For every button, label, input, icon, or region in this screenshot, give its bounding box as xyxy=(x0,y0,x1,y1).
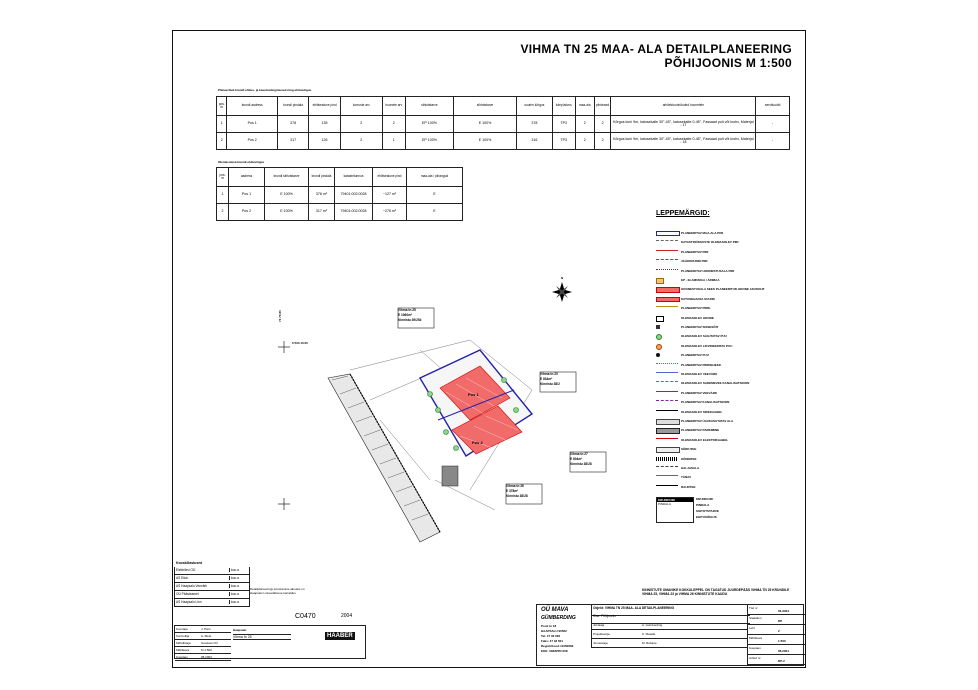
title-field-label: Projekteerija xyxy=(593,632,610,636)
legend-label: PLANEERITAV HOONESTUSALA PIIR xyxy=(681,268,735,273)
survey-row xyxy=(175,647,231,654)
table-row xyxy=(217,116,790,133)
legend-symbol-icon xyxy=(656,325,660,329)
table1-cell-13: - xyxy=(756,116,790,133)
table-row xyxy=(217,204,463,221)
table1-cell-10: 2 xyxy=(575,116,594,133)
title-right-row xyxy=(747,655,805,665)
legend-symbol-icon xyxy=(656,485,678,490)
lot-label xyxy=(570,452,606,467)
legend-label: OLEMASOLEV SADEMEVEE KANALISATSIOON xyxy=(681,381,750,386)
table2-cell-6: E xyxy=(407,204,463,221)
legend-label: PLANEERITAV PIIRE xyxy=(681,306,711,311)
approval-row xyxy=(174,591,250,599)
legend-lot-example xyxy=(656,497,694,523)
survey-row xyxy=(175,633,231,640)
table1-cell-2: 378 xyxy=(277,116,308,133)
address-line: Registrikood 11060669 xyxy=(541,644,574,648)
table1-cell-0: 1 xyxy=(217,116,227,133)
title-right-row xyxy=(747,605,805,615)
lot-label-k: Kinnistu 39/254 xyxy=(398,318,422,322)
table2-cell-2: E 100% xyxy=(265,204,309,221)
legend-label: TÄNAV xyxy=(681,475,692,480)
survey-row-label: Mõõtkava xyxy=(176,648,190,652)
title-right-value: 1:500 xyxy=(778,639,786,643)
content-row: Sisu: Põhijoonis xyxy=(591,613,750,624)
legend-symbol-icon xyxy=(656,428,680,434)
legend-symbol-icon xyxy=(656,363,678,368)
company-address xyxy=(541,624,587,654)
table2-header-6: maa-ala / piirangud xyxy=(407,168,463,187)
lot-label-s: E 1060m² xyxy=(398,313,412,317)
access-note xyxy=(642,588,802,596)
legend-label: HALJASALA xyxy=(681,466,700,470)
lot-example-number: KRUNDI NR xyxy=(657,498,693,502)
content-label: Sisu xyxy=(593,614,600,618)
title-right-label: Töö nr xyxy=(749,606,758,610)
approvals-note: Detailplaneeringu koostamise aluseks on Haapsalu Linnavalitsuse korraldus xyxy=(250,587,305,595)
title-field-row xyxy=(591,621,747,630)
table2-cell-4: 79401:002:0028 xyxy=(335,187,373,204)
table1-cell-12: Kõrgus kuni 9m, katusekalle 30°-45°, katusekatte 0-45°, Fassaad puit või krohv, Materjal - 18 xyxy=(611,133,756,150)
table1-cell-9: TP3 xyxy=(552,133,575,150)
survey-row-label: Kuupäev xyxy=(176,655,188,659)
title-right-value: 2 xyxy=(778,629,780,633)
lot-example-label-area: PINDALA xyxy=(696,503,710,507)
title-field-label: Juhataja xyxy=(593,623,605,627)
table2-header-4: katastritunnus xyxy=(335,168,373,187)
legend-label: OLEMASOLEV SÄILITATAV PUU xyxy=(681,334,727,339)
lot-example-label-number: KRUNDI NR xyxy=(696,497,713,501)
survey-row-label: Koostaja xyxy=(176,627,188,631)
title-field-value: M. Rebane xyxy=(642,641,657,645)
table1-header-2: krundi pindala xyxy=(277,97,308,116)
legend-label: PLANEERITAV PARKIMINE xyxy=(681,428,720,433)
approval-party: Elektrilevi OÜ xyxy=(176,568,196,572)
legend-label: PLANEERITAV KANALISATSIOON xyxy=(681,400,730,405)
survey-row-value: M 1:500 xyxy=(201,648,212,652)
planning-area xyxy=(420,350,532,486)
table1-cell-0: 2 xyxy=(217,133,227,150)
object-value: VIHMA TN 25 MAA- ALA DETAILPLANEERING xyxy=(604,606,675,610)
legend-label: OLEMASOLEV VEEVÄRK xyxy=(681,372,718,376)
survey-row-label: Mõõdistaja xyxy=(176,641,191,645)
legend-label: PLANEERITAV PIIR xyxy=(681,249,709,254)
table2-header-0: pos. nr xyxy=(217,168,229,187)
legend-label: PLANEERITAV MAA-ALA PIIR xyxy=(681,231,724,235)
table1-caption: Planeeritud krundi ehitus- ja kasutustingimused ning ehitusõigus xyxy=(218,88,312,92)
building-rights-table xyxy=(216,96,790,150)
legend-symbol-icon xyxy=(656,381,678,386)
table1-header-1: krundi aadress xyxy=(227,97,277,116)
legend-symbol-icon xyxy=(656,438,678,443)
legend-symbol-icon xyxy=(656,250,678,255)
table1-cell-7: E 100% xyxy=(454,133,517,150)
title-field-row xyxy=(591,630,747,639)
approval-date: kuu.a xyxy=(231,584,239,588)
table2-header-1: aadress xyxy=(229,168,265,187)
survey-row xyxy=(175,640,231,647)
table1-header-10: maa-ala xyxy=(575,97,594,116)
company-name2: GÜMBERDING xyxy=(541,615,576,621)
table2-cell-3: 317 m² xyxy=(309,204,335,221)
site-plan-map xyxy=(270,270,610,560)
title-right-value: DP-2 xyxy=(778,659,785,663)
title-field-row xyxy=(591,639,747,648)
address-line: Tel. 47 33 600 xyxy=(541,634,561,638)
approval-date: kuu.a xyxy=(231,592,239,596)
lot-label-name: Vihma tn 27 xyxy=(570,452,588,456)
table1-cell-11: 2 xyxy=(594,133,611,150)
table1-cell-2: 317 xyxy=(277,133,308,150)
pos2-label: Pos 2 xyxy=(472,440,483,445)
legend-symbol-icon xyxy=(656,231,680,236)
legend-label: EP - ELAMUMAA / ÄRIMAA xyxy=(681,278,720,282)
table2-header-3: krundi pindala xyxy=(309,168,335,187)
approval-date: kuu.a xyxy=(231,576,239,580)
survey-row-value: J. Pärn xyxy=(201,627,211,631)
approval-date: kuu.a xyxy=(231,568,239,572)
title-right-row xyxy=(747,645,805,655)
legend-label: OLEMASOLEV ELEKTRIKAABEL xyxy=(681,437,729,442)
legend-symbol-icon xyxy=(656,410,678,415)
lot-example-area: PINDALA xyxy=(658,502,671,506)
title-block xyxy=(536,604,804,666)
approval-party: AS Haapsalu Linn xyxy=(176,600,202,604)
table-row xyxy=(217,133,790,150)
title-field-value: K. Maasik xyxy=(642,632,656,636)
approval-row xyxy=(174,583,250,591)
table2-cell-2: E 100% xyxy=(265,187,309,204)
legend-label: OLEMASOLEV HOONE xyxy=(681,315,714,320)
table2-cell-6: E xyxy=(407,187,463,204)
legend-symbol-icon xyxy=(656,419,680,425)
title-right-label: Mõõtkava xyxy=(749,636,763,640)
address-line: Faks: 47 33 601 xyxy=(541,639,564,643)
coordinate-cross xyxy=(278,341,290,510)
access-note-sub: VIHMA 25, VIHMA 23 ja VIHMA 26 KINNISTUTE KAUDU xyxy=(642,592,728,596)
table1-header-8: suurim kõrgus xyxy=(517,97,553,116)
address-line: Posti tn 18 xyxy=(541,624,557,628)
table1-cell-6: EP 100% xyxy=(405,116,453,133)
survey-row-label: Kontrollija xyxy=(176,634,190,638)
legend-label: HOONESTUSALA SEES PLANEERITUD HOONE ASUKOHT xyxy=(681,287,765,292)
legend-label: PLANEERITAV PIIRDEHEKK xyxy=(681,362,722,367)
lot-label-s: E 378m² xyxy=(506,489,519,493)
approval-row xyxy=(174,567,250,575)
table2-cell-5: ~276 m² xyxy=(373,204,407,221)
table1-cell-4: 2 xyxy=(340,133,382,150)
table2-header-2: krundi sihtotstarve xyxy=(265,168,309,187)
survey-row-value: 08.2004 xyxy=(201,655,212,659)
survey-year: 2004 xyxy=(341,613,353,619)
table1-cell-10: 2 xyxy=(575,133,594,150)
railway-band xyxy=(328,374,440,542)
company-name: OÜ MAVA xyxy=(541,607,569,613)
legend-symbol-icon xyxy=(656,475,678,480)
title-block-fields xyxy=(591,621,747,648)
table1-cell-13: - xyxy=(756,133,790,150)
legend-symbol-icon xyxy=(656,457,678,461)
table1-header-3: ehitisealune pind xyxy=(309,97,340,116)
legend-label: JÄÄKKRUNDI PIIR xyxy=(681,259,708,264)
table1-cell-1: Pos 2 xyxy=(227,133,277,150)
legend-label: OLEMASOLEV SIDEKAABEL xyxy=(681,409,723,414)
table1-cell-6: EP 100% xyxy=(405,133,453,150)
lot-label-k: Kinnistu 38/28 xyxy=(570,462,592,466)
table2-cell-0: 2 xyxy=(217,204,229,221)
north-label: N xyxy=(561,276,564,280)
legend-symbol-icon xyxy=(656,400,678,405)
title-right-value: DP xyxy=(778,619,783,623)
legend-label: PLANEERITAV VEEVÄRK xyxy=(681,390,718,395)
title-right-value: 08.2004 xyxy=(778,649,789,653)
plan-title-line1: VIHMA TN 25 MAA- ALA DETAILPLANEERING xyxy=(520,42,792,56)
lot-label xyxy=(540,372,576,387)
legend-symbol-icon xyxy=(656,278,664,284)
table1-header-13: servituudid xyxy=(756,97,790,116)
access-note-main: KINNISTUTE OMANIKE KOKKULEPPEL ON TAGATUD JUURDEPÄÄS VIHMA TN 25 KRUNDILE xyxy=(642,588,790,592)
lot-label xyxy=(398,308,434,323)
lot-label xyxy=(506,484,542,499)
legend-symbol-icon xyxy=(656,297,680,302)
survey-row-value: A. Mets xyxy=(201,634,212,638)
survey-sheet: Haapsalu xyxy=(233,628,247,632)
table-row xyxy=(217,187,463,204)
title-field-label: Joonestaja xyxy=(593,641,608,645)
approvals-title: Kooskõlastused xyxy=(176,561,203,565)
legend-label: OLEMASOLEV LIKVIDEERITAV PUU xyxy=(681,343,733,348)
approval-party: AS Haapsalu Veevärk xyxy=(176,584,208,588)
table1-header-row xyxy=(217,97,790,116)
table1-header-5: hoonete arv xyxy=(382,97,405,116)
table1-header-11: piirdeaed xyxy=(594,97,611,116)
lot-label-s: E 834m² xyxy=(540,377,553,381)
lot-label-k: Kinnistu 38/28 xyxy=(506,494,528,498)
table2-cell-0: 1 xyxy=(217,187,229,204)
plan-title-line2: PÕHIJOONIS M 1:500 xyxy=(664,56,792,70)
title-right-row xyxy=(747,625,805,635)
legend-symbol-icon xyxy=(656,391,678,396)
approvals-table xyxy=(174,567,250,607)
table1-header-12: arhitektuurinõuded hoonetele xyxy=(611,97,756,116)
survey-row xyxy=(175,626,231,633)
legend-symbol-icon xyxy=(656,316,664,322)
legend-symbol-icon xyxy=(656,287,680,293)
lot-example-label-rights: EHITUSÕIGUS xyxy=(696,515,717,519)
legend-label: PLANEERITAV PUU xyxy=(681,353,709,358)
table2-header-5: ehitisealune pind xyxy=(373,168,407,187)
title-right-label: Leht xyxy=(749,626,755,630)
legend-symbol-icon xyxy=(656,372,678,377)
survey-row-value: Geodeet OÜ xyxy=(201,641,218,645)
legend-label: SÕIDUTEE xyxy=(681,447,697,452)
table1-cell-8: 378 xyxy=(517,116,553,133)
lot-label-name: Vihma tn 25 xyxy=(398,308,416,312)
survey-row xyxy=(175,654,231,661)
title-right-row xyxy=(747,635,805,645)
table1-cell-7: E 100% xyxy=(454,116,517,133)
address-line: EKK: 093/MTR-008 xyxy=(541,649,568,653)
approval-row xyxy=(174,575,250,583)
table1-header-0: pos. nr xyxy=(217,97,227,116)
table1-header-9: tulepüsivus xyxy=(552,97,575,116)
table1-header-4: korruste arv xyxy=(340,97,382,116)
north-arrow-icon xyxy=(552,282,572,302)
table2-cell-1: Pos 1 xyxy=(229,187,265,204)
approval-row xyxy=(174,599,250,607)
table2-cell-1: Pos 2 xyxy=(229,204,265,221)
legend-symbol-icon xyxy=(656,447,680,453)
address-line: HAAPSALU 90502 xyxy=(541,629,567,633)
legend-symbol-icon xyxy=(656,466,678,471)
table1-cell-5: 1 xyxy=(382,133,405,150)
legend-label: PLANEERITAV SISSESÕIT xyxy=(681,325,719,329)
legend-label: KATASTRIÜKSUSTE OLEMASOLEV PIIR xyxy=(681,240,739,245)
survey-number: C0470 xyxy=(295,613,316,620)
table1-cell-11: 2 xyxy=(594,116,611,133)
legend-label: PLANEERITAV ÜLDKASUTATAV ALA xyxy=(681,419,734,423)
legend-symbol-icon xyxy=(656,344,662,350)
lot-label-s: E 804m² xyxy=(570,457,583,461)
pos1-label: Pos 1 xyxy=(468,392,479,397)
object-row: Objekt: VIHMA TN 25 MAA- ALA DETAILPLANEERING xyxy=(591,605,750,616)
lot-example-label-purpose: SIHTOTSTARVE xyxy=(696,509,719,513)
survey-box xyxy=(174,613,366,659)
legend-symbol-icon xyxy=(656,269,678,274)
title-right-label: Kuupäev xyxy=(749,646,761,650)
coordinate-y-label: 73 79 80 xyxy=(278,310,282,322)
plan-title xyxy=(520,42,792,70)
table1-cell-4: 2 xyxy=(340,116,382,133)
table2-cell-3: 378 m² xyxy=(309,187,335,204)
legend-symbol-icon xyxy=(656,306,678,311)
legend-label: RAUDTEE xyxy=(681,484,696,489)
table1-cell-9: TP3 xyxy=(552,116,575,133)
haaber-logo: HAABER xyxy=(327,633,353,639)
table1-cell-5: 2 xyxy=(382,116,405,133)
table1-cell-3: 126 xyxy=(309,133,340,150)
title-right-label: Staadium xyxy=(749,616,762,620)
table2-caption: Olemasoleva krundi ehitusõigus xyxy=(218,160,265,164)
table1-cell-1: Pos 1 xyxy=(227,116,277,133)
title-right-value: 03-2004 xyxy=(778,609,790,613)
coordinate-x-label: 6 533 10.00 xyxy=(292,341,308,345)
approval-party: OÜ Päästeamet xyxy=(176,592,199,596)
survey-rows xyxy=(175,626,231,658)
legend-symbol-icon xyxy=(656,240,678,245)
title-block-right xyxy=(747,605,805,665)
table2-header-row xyxy=(217,168,463,187)
table1-cell-3: 135 xyxy=(309,116,340,133)
legend-label: KATUSEHARJA SUUND xyxy=(681,296,715,301)
table1-cell-8: 316 xyxy=(517,133,553,150)
title-right-row xyxy=(747,615,805,625)
lot-label-name: Vihma tn 26 xyxy=(506,484,524,488)
table1-header-7: sihtotstarve xyxy=(454,97,517,116)
existing-lots-table xyxy=(216,167,463,221)
table1-header-6: sihtotstarve xyxy=(405,97,453,116)
title-right-label: Arhiivi nr xyxy=(749,656,761,660)
table1-cell-12: Kõrgus kuni 9m, katusekalle 30°-45°, katusekatte 0-45°, Fassaad puit või krohv, Materjal - 17 xyxy=(611,116,756,133)
legend-title: LEPPEMÄRGID: xyxy=(656,210,710,217)
object-label: Objekt xyxy=(593,606,603,610)
content-value: Põhijoonis xyxy=(600,614,616,618)
table2-cell-4: 79401:002:0028 xyxy=(335,204,373,221)
approval-party: AS Elion xyxy=(176,576,189,580)
survey-label: Vihma tn 25 xyxy=(233,634,291,640)
lot-label-k: Kinnistu 38/2 xyxy=(540,382,560,386)
title-field-value: A. Gümberding xyxy=(642,623,663,627)
table2-cell-5: ~127 m² xyxy=(373,187,407,204)
approval-date: kuu.a xyxy=(231,600,239,604)
legend-symbol-icon xyxy=(656,259,678,264)
legend-label: KÕNNITEE xyxy=(681,456,697,461)
lot-label-name: Vihma tn 23 xyxy=(540,372,558,376)
